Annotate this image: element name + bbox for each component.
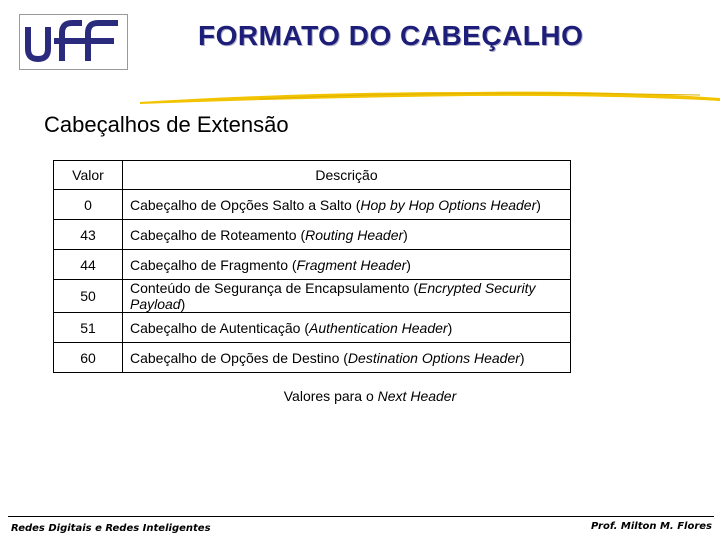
decorative-swoosh (140, 86, 720, 110)
description-text: Cabeçalho de Opções de Destino ( (130, 349, 348, 366)
uff-logo (19, 14, 128, 70)
caption-prefix: Valores para o (283, 388, 378, 404)
description-english: Routing Header (305, 226, 404, 243)
description-text: Cabeçalho de Roteamento ( (130, 226, 306, 243)
description-close: ) (536, 196, 541, 213)
cell-description (123, 313, 571, 343)
cell-value: 43 (54, 220, 123, 250)
footer-course: Redes Digitais e Redes Inteligentes (11, 523, 211, 534)
cell-value: 44 (54, 250, 123, 280)
cell-value: 50 (54, 280, 123, 313)
description-text: Conteúdo de Segurança de Encapsulamento ( (130, 280, 418, 296)
table-row (54, 250, 571, 280)
column-header-description: Descrição (123, 161, 571, 190)
cell-description (123, 220, 571, 250)
description-text: Cabeçalho de Opções Salto a Salto ( (130, 196, 361, 213)
description-close: ) (403, 226, 408, 243)
footer-divider (8, 516, 714, 517)
description-text: Cabeçalho de Fragmento ( (130, 256, 297, 273)
section-subtitle: Cabeçalhos de Extensão (44, 112, 289, 137)
table-row (54, 190, 571, 220)
description-english: Fragment Header (296, 256, 407, 273)
cell-value: 60 (54, 343, 123, 373)
table-row (54, 313, 571, 343)
description-close: ) (519, 349, 525, 366)
page-title: FORMATO DO CABEÇALHO (198, 20, 584, 51)
caption-emphasis: Next Header (377, 388, 457, 404)
cell-description (123, 343, 571, 373)
description-english: Authentication Header (309, 319, 448, 336)
cell-description (123, 250, 571, 280)
table-row (54, 280, 571, 313)
table-header-row (54, 161, 571, 190)
description-text: Cabeçalho de Autenticação ( (130, 319, 310, 336)
description-close: ) (406, 256, 411, 273)
description-english: Hop by Hop Options Header (360, 196, 537, 213)
description-english: Destination Options Header (347, 349, 520, 366)
extension-headers-table (53, 160, 571, 373)
description-close: ) (180, 296, 186, 312)
uff-logo-graphic (20, 15, 127, 69)
description-close: ) (447, 319, 453, 336)
table-row (54, 220, 571, 250)
cell-description (123, 280, 571, 313)
cell-description (123, 190, 571, 220)
description-english: Encrypted Security Payload (130, 280, 536, 312)
footer-professor: Prof. Milton M. Flores (591, 521, 712, 532)
cell-value: 51 (54, 313, 123, 343)
cell-value: 0 (54, 190, 123, 220)
column-header-value: Valor (54, 161, 123, 190)
table-row (54, 343, 571, 373)
table-caption (0, 388, 720, 404)
